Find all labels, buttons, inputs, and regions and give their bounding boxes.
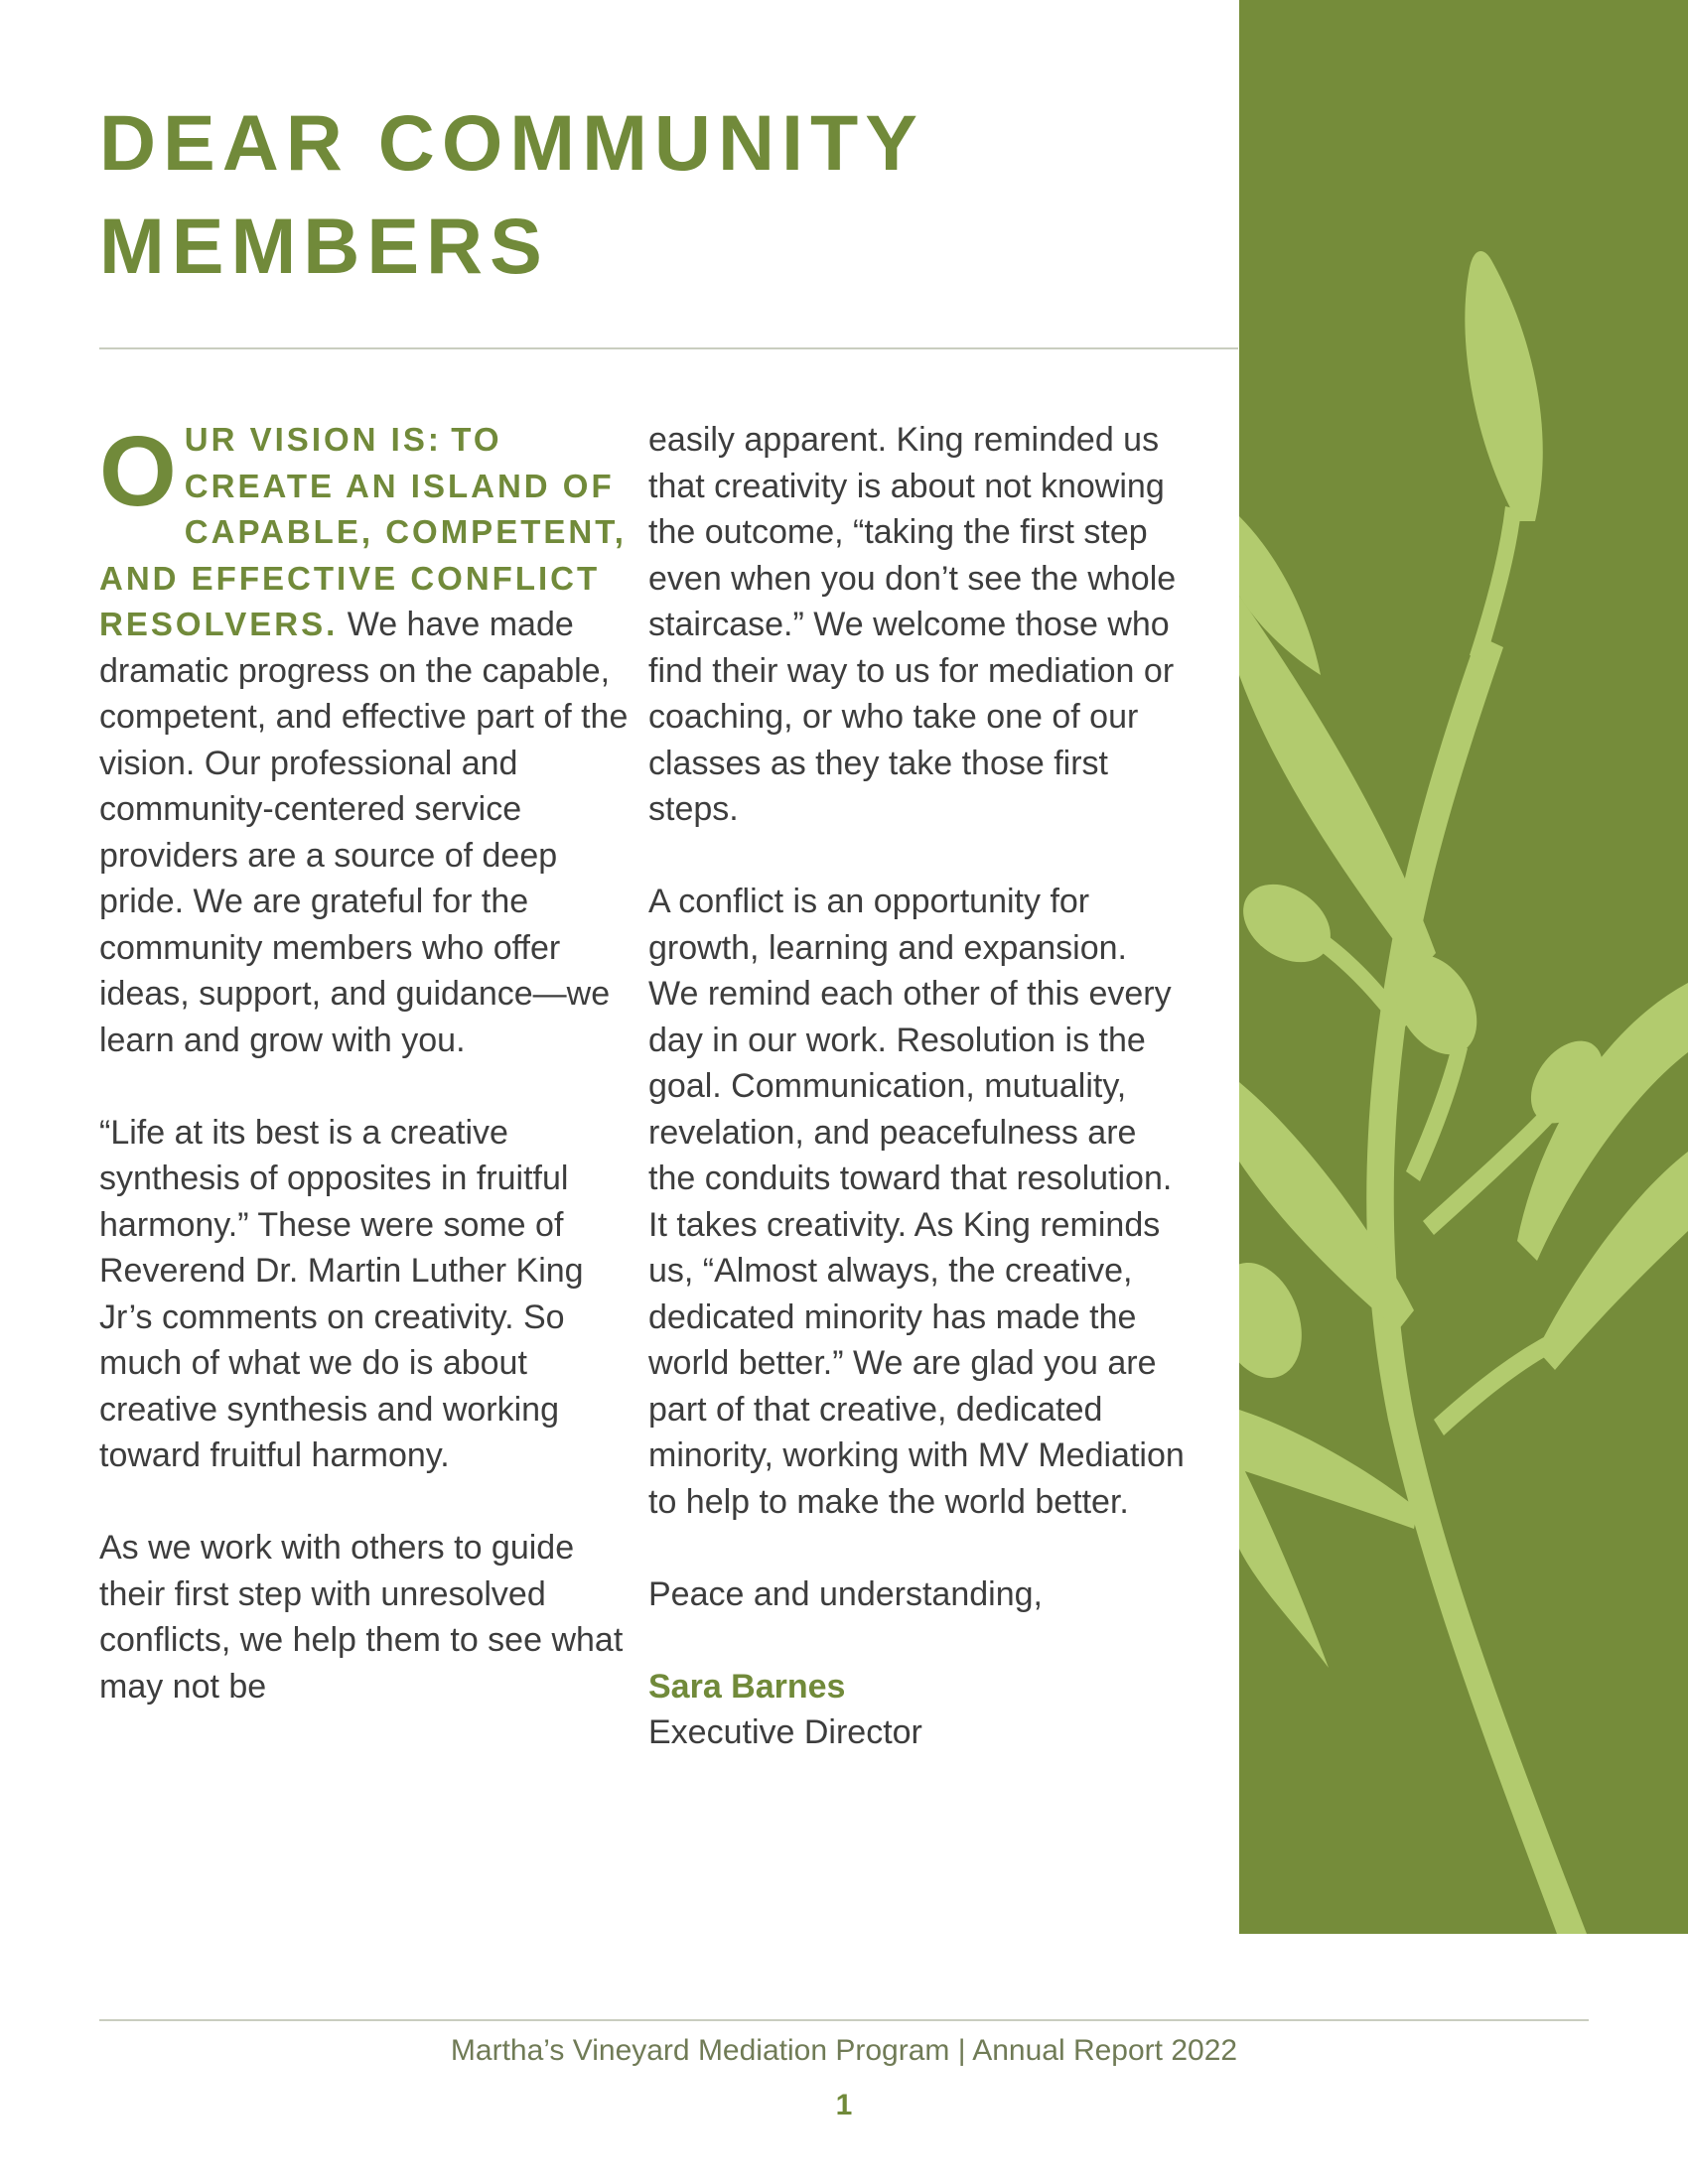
signer-title: Executive Director bbox=[648, 1713, 922, 1751]
column-spacer: easily apparent. King reminded us that creativity is about not knowing the outcome, “taking the first step even when you don’t see the whole staircase.” We welcome those who find their way to us for mediation or coaching, or who take one of our classes as they take those first steps. bbox=[648, 421, 1177, 828]
vision-statement: TO CREATE AN ISLAND OF CAPABLE, COMPETENT, AND EFFECTIVE CONFLICT RESOLVERS. bbox=[99, 421, 627, 642]
letter-closing: Peace and understanding, bbox=[648, 1574, 1043, 1613]
decorative-side-panel bbox=[1239, 0, 1688, 1934]
signature-block bbox=[648, 1664, 1185, 1756]
olive-branch-icon bbox=[1239, 0, 1688, 1934]
drop-cap: O bbox=[99, 416, 177, 527]
letter-column-right bbox=[648, 417, 1185, 1756]
letter-paragraph-1 bbox=[99, 417, 635, 1063]
vision-statement-lead: UR VISION IS: bbox=[184, 421, 442, 458]
top-divider bbox=[99, 347, 1238, 349]
page-title bbox=[99, 91, 1211, 298]
footer-text: Martha’s Vineyard Mediation Program | Annual Report 2022 bbox=[450, 2034, 1238, 2067]
page-title-line-2: MEMBERS bbox=[99, 202, 549, 290]
letter-paragraph-3: As we work with others to guide their first step with unresolved conflicts, we help them to see what may not be bbox=[99, 1529, 624, 1706]
signer-name: Sara Barnes bbox=[648, 1667, 846, 1706]
page-title-line-1: DEAR COMMUNITY bbox=[99, 98, 924, 187]
letter-paragraph-2: “Life at its best is a creative synthesis of opposites in fruitful harmony.” These were some of Reverend Dr. Martin Luther King Jr’s comments on creativity. So much of what we do is about creative synthesis and working toward fruitful harmony. bbox=[99, 1113, 584, 1474]
letter-column-left bbox=[99, 417, 635, 1709]
paragraph-1-body: We have made dramatic progress on the capable, competent, and effective part of the vision. Our professional and community-centered service providers are a source of deep pride. We are grateful for the community members who offer ideas, support, and guidance—we learn and grow with you. bbox=[99, 606, 629, 1059]
page-number: 1 bbox=[835, 2089, 853, 2121]
footer-divider bbox=[99, 2019, 1589, 2021]
letter-paragraph-4: A conflict is an opportunity for growth, learning and expansion. We remind each other of this every day in our work. Resolution is the goal. Communication, mutuality, revelation, and peacefulness are the conduits toward that resolution. It takes creativity. As King reminds us, “Almost always, the creative, dedicated minority has made the world better.” We are glad you are part of that creative, dedicated minority, working with MV Mediation to help to make the world better. bbox=[648, 883, 1185, 1521]
